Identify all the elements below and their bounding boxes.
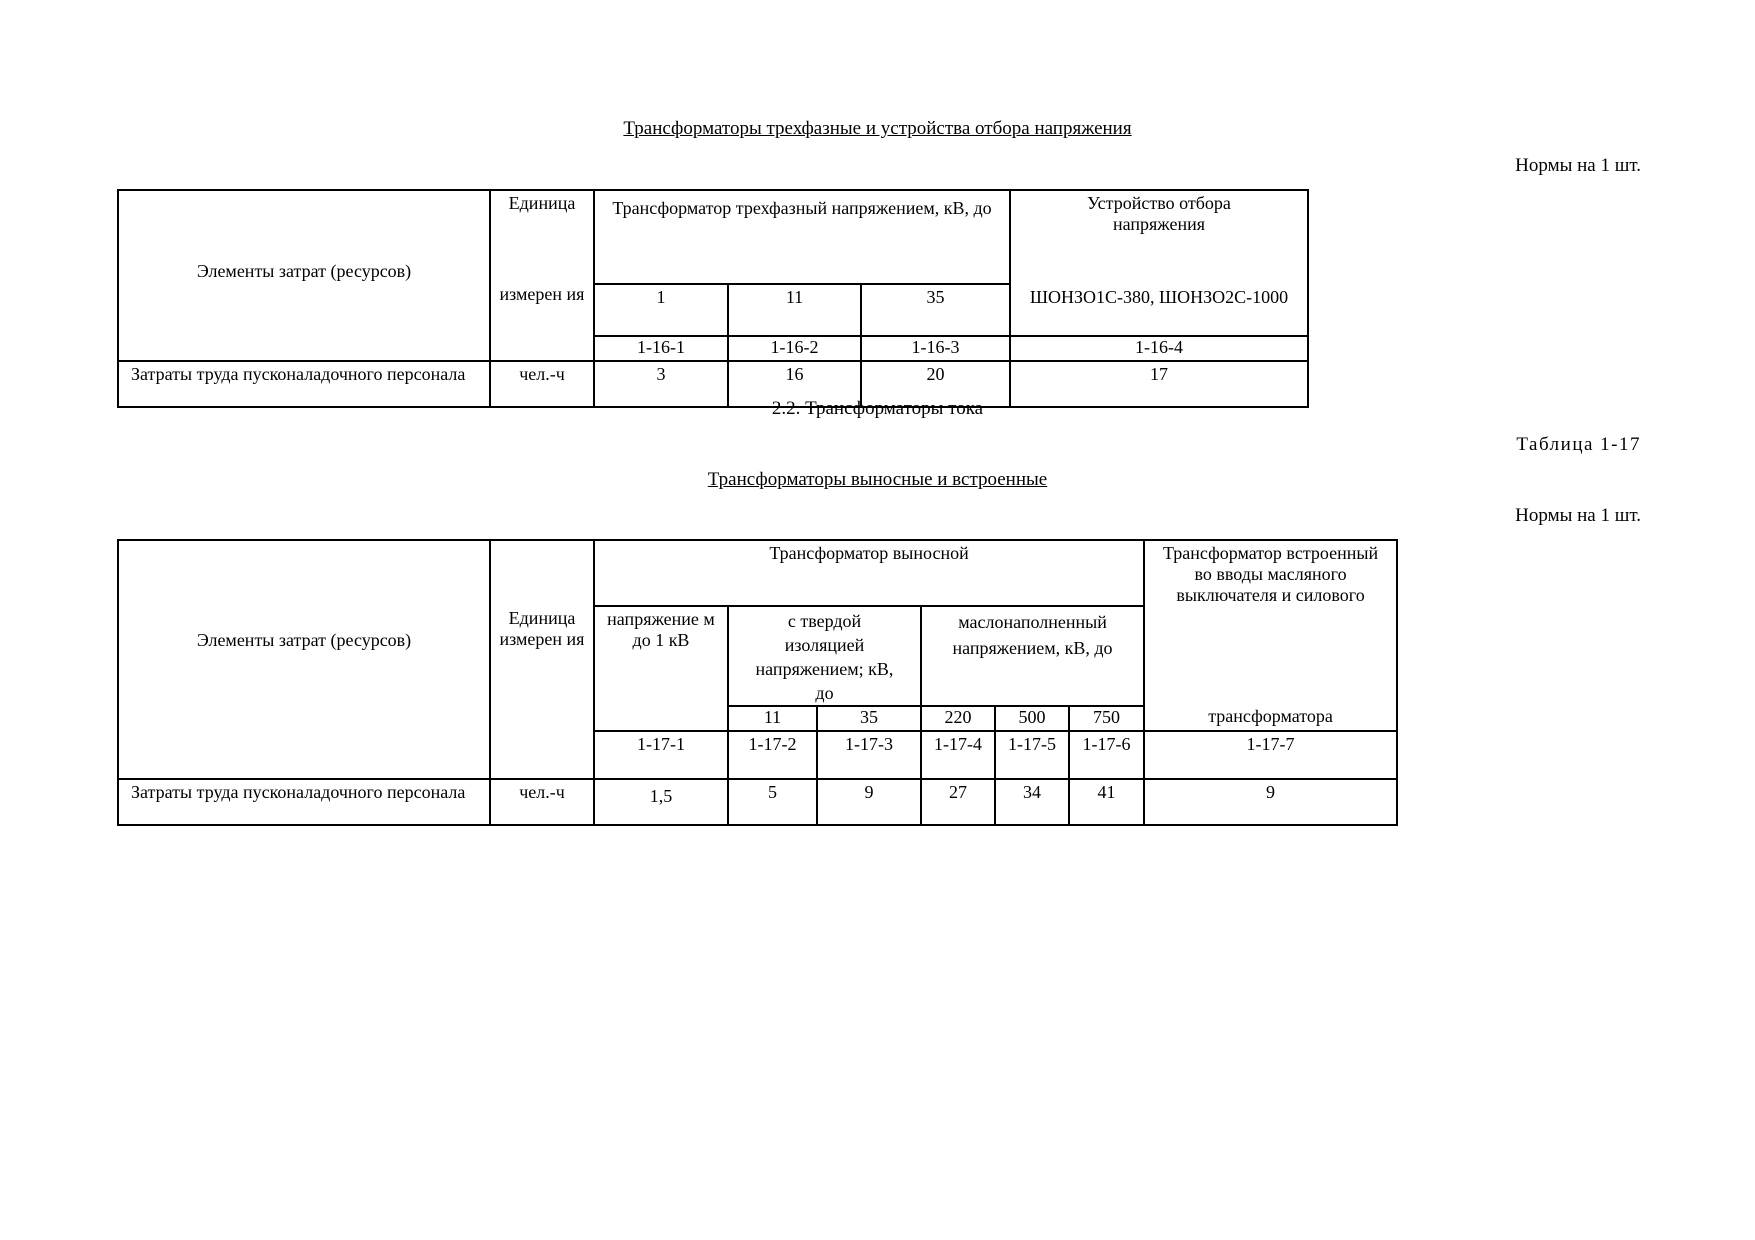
code-1-16-1: 1-16-1 — [594, 336, 728, 361]
header-elements-end — [118, 336, 490, 361]
table-row — [118, 779, 1397, 825]
header-unit-end — [490, 336, 594, 361]
value-1-16-4: 17 — [1010, 361, 1308, 407]
code-1-16-4: 1-16-4 — [1010, 336, 1308, 361]
header-elements-end — [118, 731, 490, 779]
header-elements-cont — [118, 706, 490, 731]
row-label-labor: Затраты труда пусконаладочного персонала — [118, 361, 490, 407]
header-unit-bottom: измерен ия — [490, 284, 594, 336]
header-unit-top: Единица — [490, 190, 594, 284]
table-number: Таблица 1-17 — [1516, 434, 1641, 455]
section-heading: 2.2. Трансформаторы тока — [771, 398, 984, 419]
header-external-group: Трансформатор выносной — [594, 540, 1144, 606]
row-unit: чел.-ч — [490, 779, 594, 825]
header-oil-filled: маслонаполненный напряжением, кВ, до — [921, 606, 1144, 706]
table-title-1-16: Трансформаторы трехфазные и устройства отбора напряжения — [623, 118, 1132, 139]
code-1-17-6: 1-17-6 — [1069, 731, 1144, 779]
header-unit: Единица измерен ия — [490, 606, 594, 706]
table-1-17 — [117, 539, 1398, 826]
voltage-11: 11 — [728, 284, 861, 336]
header-elements: Элементы затрат (ресурсов) — [118, 606, 490, 706]
value-1-17-2: 5 — [728, 779, 817, 825]
norms-label-2: Нормы на 1 шт. — [1515, 505, 1641, 526]
voltage-35: 35 — [861, 284, 1010, 336]
code-1-17-2: 1-17-2 — [728, 731, 817, 779]
header-elements-cont — [118, 284, 490, 336]
table-1-16 — [117, 189, 1309, 408]
table-title-1-17: Трансформаторы выносные и встроенные — [707, 469, 1048, 490]
voltage-220: 220 — [921, 706, 995, 731]
header-device-types: ШОНЗО1С-380, ШОНЗО2С-1000 — [1010, 284, 1308, 336]
header-low-voltage: напряжение м до 1 кВ — [594, 606, 728, 706]
value-1-17-5: 34 — [995, 779, 1069, 825]
value-1-16-3: 20 — [861, 361, 1010, 407]
voltage-500: 500 — [995, 706, 1069, 731]
row-unit: чел.-ч — [490, 361, 594, 407]
row-label-labor: Затраты труда пусконаладочного персонала — [118, 779, 490, 825]
code-1-17-3: 1-17-3 — [817, 731, 921, 779]
code-1-17-4: 1-17-4 — [921, 731, 995, 779]
voltage-750: 750 — [1069, 706, 1144, 731]
header-unit-top — [490, 540, 594, 606]
code-1-17-1: 1-17-1 — [594, 731, 728, 779]
value-1-16-1: 3 — [594, 361, 728, 407]
code-1-16-3: 1-16-3 — [861, 336, 1010, 361]
norms-label-1: Нормы на 1 шт. — [1515, 155, 1641, 176]
code-1-16-2: 1-16-2 — [728, 336, 861, 361]
header-unit-end — [490, 731, 594, 779]
header-transformer-group: Трансформатор трехфазный напряжением, кВ, до — [594, 190, 1010, 284]
code-1-17-5: 1-17-5 — [995, 731, 1069, 779]
value-1-16-2: 16 — [728, 361, 861, 407]
value-1-17-6: 41 — [1069, 779, 1144, 825]
voltage-1: 1 — [594, 284, 728, 336]
value-1-17-7: 9 — [1144, 779, 1397, 825]
value-1-17-3: 9 — [817, 779, 921, 825]
header-builtin-tail: трансформатора — [1144, 706, 1397, 731]
value-1-17-1: 1,5 — [594, 779, 728, 825]
header-elements: Элементы затрат (ресурсов) — [118, 190, 490, 284]
voltage-35: 35 — [817, 706, 921, 731]
voltage-11: 11 — [728, 706, 817, 731]
header-low-voltage-cont — [594, 706, 728, 731]
header-elements-top — [118, 540, 490, 606]
header-builtin-cont — [1144, 606, 1397, 706]
header-device-group: Устройство отбора напряжения — [1010, 190, 1308, 284]
header-solid-insulation: с твердой изоляцией напряжением; кВ, до — [728, 606, 921, 706]
header-unit-cont — [490, 706, 594, 731]
header-builtin-group: Трансформатор встроенный во вводы масляного выключателя и силового — [1144, 540, 1397, 606]
value-1-17-4: 27 — [921, 779, 995, 825]
code-1-17-7: 1-17-7 — [1144, 731, 1397, 779]
